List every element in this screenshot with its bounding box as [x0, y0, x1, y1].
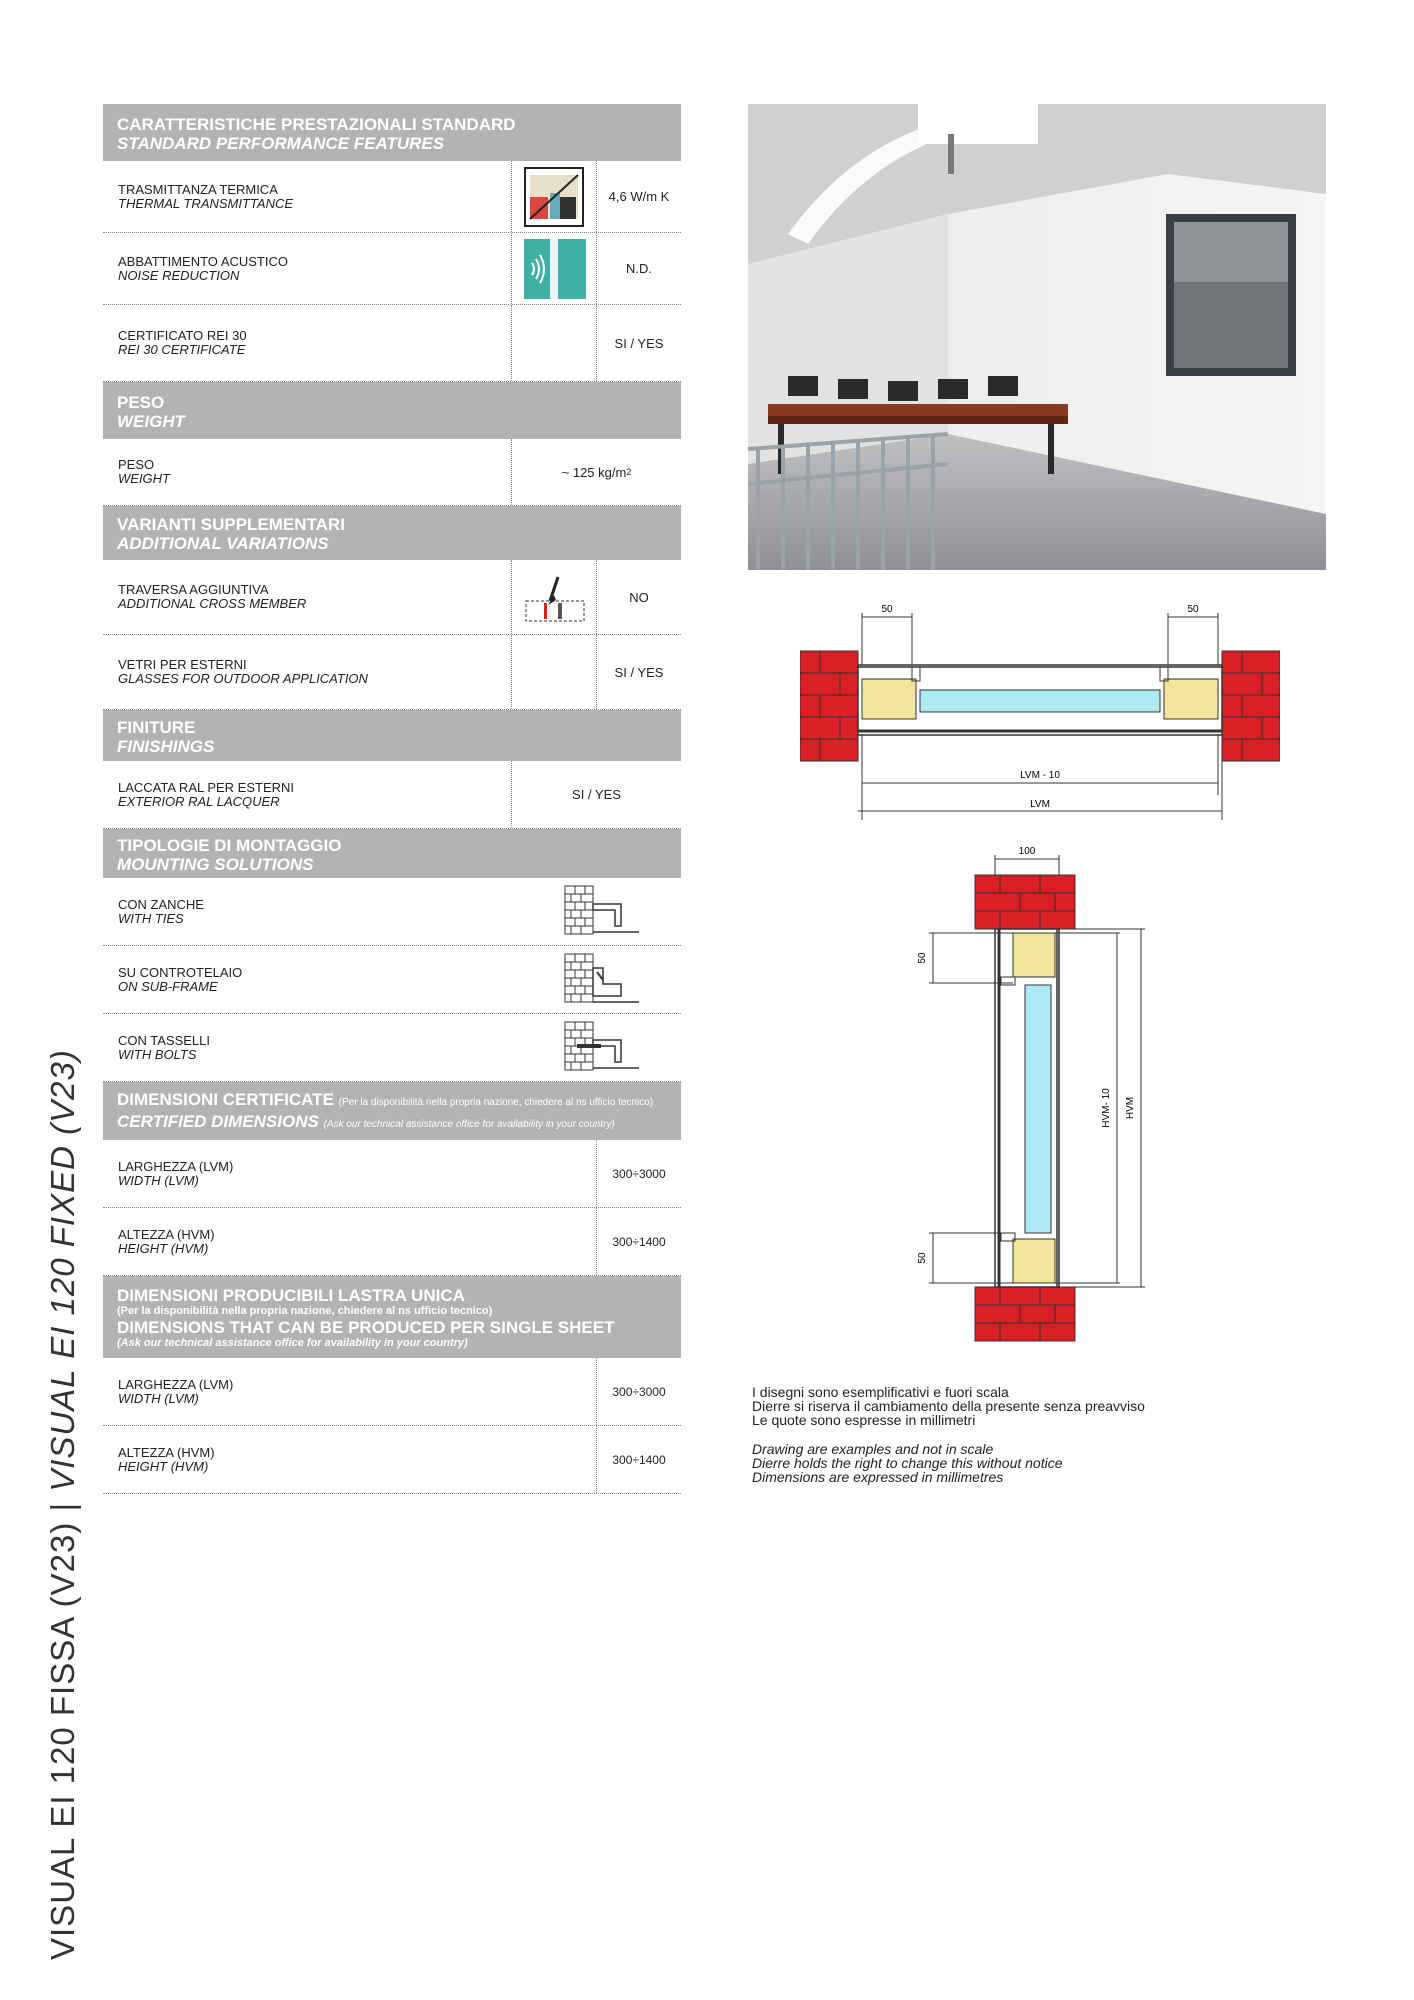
- bolts-mounting-icon: [563, 1018, 643, 1078]
- note-line: I disegni sono esemplificativi e fuori scala: [752, 1384, 1009, 1400]
- row-subframe: [103, 946, 681, 1014]
- row-label: [118, 255, 288, 283]
- ties-mounting-icon: [563, 882, 643, 942]
- row-lacquer: [103, 761, 681, 829]
- row-label: [118, 1160, 233, 1188]
- thermal-icon: [511, 161, 597, 232]
- note-line: Dierre si riserva il cambiamento della presente senza preavviso: [752, 1398, 1145, 1414]
- section-title-it: PESO: [117, 392, 165, 412]
- row-sheet-height: [103, 1426, 681, 1494]
- label-en: GLASSES FOR OUTDOOR APPLICATION: [118, 671, 368, 686]
- label-en: WITH TIES: [118, 910, 184, 926]
- label-it: TRAVERSA AGGIUNTIVA: [118, 582, 269, 597]
- label-it: ALTEZZA (HVM): [118, 1444, 215, 1460]
- cross-member-icon: [511, 560, 597, 634]
- brick-wall-bottom: [975, 1287, 1075, 1341]
- row-outdoor: [103, 635, 681, 710]
- section-single-sheet: [103, 1276, 681, 1358]
- row-label: [118, 966, 242, 994]
- hvm-label: HVM: [1125, 1096, 1136, 1120]
- label-it: PESO: [118, 457, 155, 472]
- label-it: CON ZANCHE: [118, 896, 204, 912]
- cross-value: NO: [596, 560, 681, 634]
- notes-en: [752, 1442, 1145, 1484]
- section-mounting: [103, 829, 681, 878]
- lvm-label: LVM: [1030, 799, 1050, 810]
- label-en: EXTERIOR RAL LACQUER: [118, 793, 280, 809]
- sheet-height-value: 300÷1400: [596, 1426, 681, 1493]
- sheet-width-value: 300÷3000: [596, 1358, 681, 1425]
- section-title-it: FINITURE: [117, 717, 196, 737]
- label-en: THERMAL TRANSMITTANCE: [118, 195, 294, 211]
- section-title-en: FINISHINGS: [117, 736, 215, 756]
- row-label: [118, 1034, 210, 1062]
- product-photo: [748, 104, 1326, 570]
- section-title-it: DIMENSIONI CERTIFICATE: [117, 1090, 334, 1109]
- section-title-en: STANDARD PERFORMANCE FEATURES: [117, 133, 445, 153]
- lvm-minus-label: LVM - 10: [1020, 770, 1060, 781]
- row-label: [118, 329, 247, 357]
- label-en: WIDTH (LVM): [118, 1172, 199, 1188]
- hvm-minus-label: HVM- 10: [1101, 1088, 1112, 1128]
- label-en: WIDTH (LVM): [118, 1390, 199, 1406]
- section-title-it: VARIANTI SUPPLEMENTARI: [117, 515, 345, 534]
- label-en: ON SUB-FRAME: [118, 978, 218, 994]
- dim-top-label: 100: [1018, 846, 1036, 857]
- section-note-it: (Per la disponibilità nella propria nazione, chiedere al ns ufficio tecnico): [117, 1305, 493, 1317]
- section-title-it: DIMENSIONI PRODUCIBILI LASTRA UNICA: [117, 1286, 465, 1305]
- label-en: NOISE REDUCTION: [118, 267, 240, 283]
- outdoor-icon-cell: [511, 635, 597, 709]
- weight-value-sup: 2: [626, 467, 632, 477]
- noise-value: N.D.: [596, 233, 681, 304]
- row-label: [118, 583, 306, 611]
- section-title-en: MOUNTING SOLUTIONS: [117, 854, 314, 874]
- vertical-section-drawing: [905, 835, 1165, 1355]
- label-it: LARGHEZZA (LVM): [118, 1376, 234, 1392]
- rei-value: SI / YES: [596, 305, 681, 381]
- label-it: LACCATA RAL PER ESTERNI: [118, 779, 295, 795]
- section-note-en: (Ask our technical assistance office for availability in your country): [323, 1119, 615, 1130]
- weight-value: [511, 439, 681, 505]
- label-en: REI 30 CERTIFICATE: [118, 342, 246, 357]
- section-title-en: CERTIFIED DIMENSIONS: [117, 1112, 319, 1131]
- row-noise: [103, 233, 681, 305]
- section-note-it: (Per la disponibilità nella propria nazione, chiedere al ns ufficio tecnico): [338, 1097, 654, 1108]
- cert-height-value: 300÷1400: [596, 1208, 681, 1275]
- note-line: Drawing are examples and not in scale: [752, 1441, 994, 1457]
- row-ties: [103, 878, 681, 946]
- outdoor-value: SI / YES: [596, 635, 681, 709]
- section-weight: [103, 382, 681, 439]
- section-title-it: CARATTERISTICHE PRESTAZIONALI STANDARD: [117, 114, 516, 134]
- label-en: ADDITIONAL CROSS MEMBER: [118, 596, 307, 611]
- dim-50-bottom-label: 50: [917, 1252, 928, 1264]
- brick-wall-top: [975, 875, 1075, 929]
- row-label: [118, 1378, 233, 1406]
- note-line: Le quote sono espresse in millimetri: [752, 1412, 976, 1428]
- section-title-en: WEIGHT: [117, 411, 185, 431]
- row-label: [118, 781, 294, 809]
- label-it: VETRI PER ESTERNI: [118, 657, 247, 672]
- cert-width-value: 300÷3000: [596, 1140, 681, 1207]
- label-en: WEIGHT: [118, 471, 170, 486]
- weight-value-text: ~ 125 kg/m: [561, 464, 627, 480]
- section-title-en: ADDITIONAL VARIATIONS: [117, 534, 329, 553]
- notes-it: [752, 1385, 1145, 1427]
- dim-50-top-label: 50: [917, 952, 928, 964]
- row-label: [118, 1446, 215, 1474]
- dim-right-label: 50: [1187, 604, 1199, 615]
- label-en: HEIGHT (HVM): [118, 1240, 209, 1256]
- note-line: Dimensions are expressed in millimetres: [752, 1469, 1004, 1485]
- row-label: [118, 1228, 215, 1256]
- row-bolts: [103, 1014, 681, 1082]
- side-title-it: VISUAL EI 120 FISSA (V23): [44, 1521, 81, 1960]
- label-it: ABBATTIMENTO ACUSTICO: [118, 253, 288, 269]
- row-label: [118, 458, 170, 486]
- section-title-en-line: [117, 1112, 667, 1134]
- label-en: WITH BOLTS: [118, 1046, 197, 1062]
- row-thermal: [103, 161, 681, 233]
- section-variations: [103, 506, 681, 560]
- label-it: TRASMITTANZA TERMICA: [118, 181, 278, 197]
- row-sheet-width: [103, 1358, 681, 1426]
- row-label: [118, 658, 368, 686]
- horizontal-section-drawing: [800, 595, 1280, 835]
- side-title-separator: |: [44, 1501, 81, 1512]
- section-finishings: [103, 710, 681, 761]
- noise-icon: [511, 233, 597, 304]
- spec-table: [103, 104, 681, 1494]
- section-note-en: (Ask our technical assistance office for availability in your country): [117, 1337, 468, 1349]
- row-weight: [103, 439, 681, 506]
- brick-wall-right: [1222, 651, 1280, 761]
- label-it: CON TASSELLI: [118, 1032, 210, 1048]
- lacquer-value: SI / YES: [511, 761, 681, 828]
- section-title-it-line: [117, 1090, 667, 1112]
- row-label: [118, 898, 204, 926]
- row-cross: [103, 560, 681, 635]
- side-title: [44, 1049, 82, 1960]
- thermal-value: 4,6 W/m K: [596, 161, 681, 232]
- side-title-en: VISUAL EI 120 FIXED (V23): [44, 1049, 81, 1492]
- rei-icon-cell: [511, 305, 597, 381]
- section-title-en: DIMENSIONS THAT CAN BE PRODUCED PER SINGLE SHEET: [117, 1318, 615, 1337]
- row-label: [118, 183, 293, 211]
- section-performance: [103, 104, 681, 161]
- row-cert-width: [103, 1140, 681, 1208]
- label-it: LARGHEZZA (LVM): [118, 1158, 234, 1174]
- row-cert-height: [103, 1208, 681, 1276]
- brick-wall-left: [800, 651, 858, 761]
- label-en: HEIGHT (HVM): [118, 1458, 209, 1474]
- subframe-mounting-icon: [563, 950, 643, 1010]
- row-rei: [103, 305, 681, 382]
- drawing-notes: [752, 1385, 1145, 1484]
- label-it: SU CONTROTELAIO: [118, 964, 243, 980]
- section-title-it: TIPOLOGIE DI MONTAGGIO: [117, 835, 342, 855]
- label-it: CERTIFICATO REI 30: [118, 328, 247, 343]
- section-certified: [103, 1082, 681, 1140]
- note-line: Dierre holds the right to change this without notice: [752, 1455, 1063, 1471]
- label-it: ALTEZZA (HVM): [118, 1226, 215, 1242]
- dim-left-label: 50: [881, 604, 893, 615]
